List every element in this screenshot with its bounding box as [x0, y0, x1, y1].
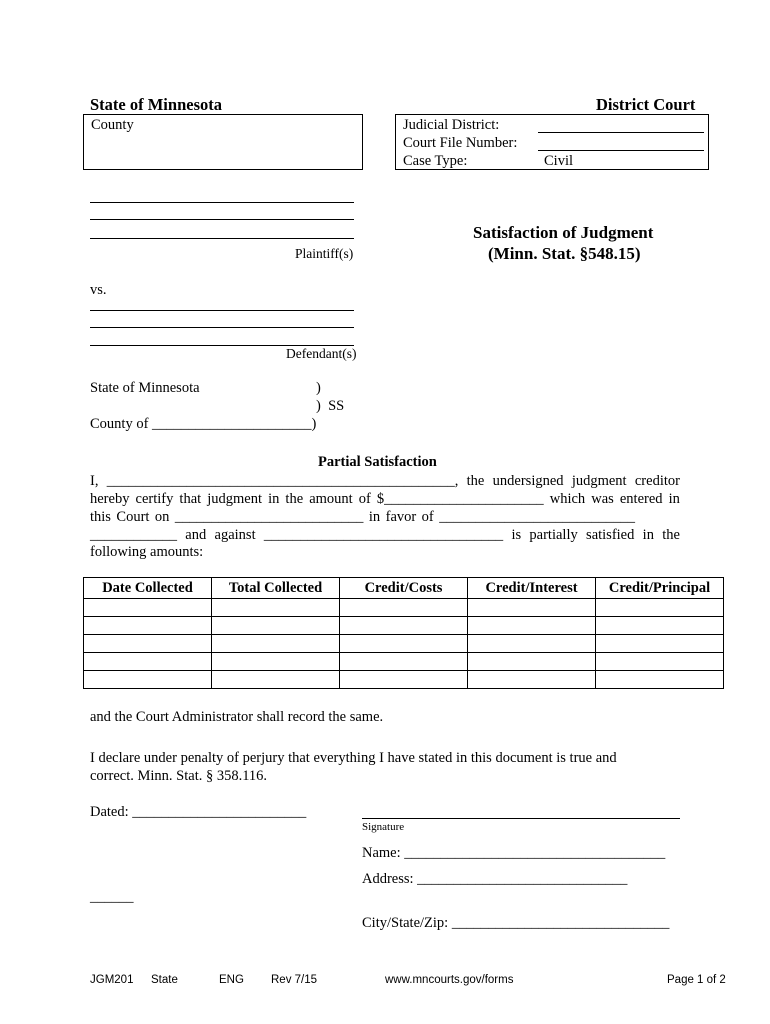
table-cell[interactable]: [340, 671, 468, 689]
word: that: [179, 491, 202, 507]
court-heading: District Court: [596, 95, 696, 114]
word: of: [358, 491, 371, 507]
table-cell[interactable]: [340, 653, 468, 671]
table-cell[interactable]: [596, 671, 724, 689]
defendant-line-2[interactable]: [90, 327, 354, 328]
name-field[interactable]: Name: ____________________________________: [362, 845, 666, 861]
address-field[interactable]: Address: _____________________________: [362, 871, 628, 887]
table-header-row: [84, 578, 724, 599]
document-statute: (Minn. Stat. §548.15): [488, 244, 641, 263]
body-line-5: following amounts:: [90, 544, 204, 560]
court-file-number-label: Court File Number:: [403, 135, 518, 151]
word: partially: [529, 527, 578, 543]
column-header-total-collected: Total Collected: [212, 578, 340, 599]
creditor-name-blank[interactable]: ________________________________________________,: [106, 473, 459, 489]
table-cell[interactable]: [84, 635, 212, 653]
table-cell[interactable]: [84, 617, 212, 635]
word: certify: [135, 491, 174, 507]
word: I,: [90, 473, 99, 489]
in-favor-of-blank[interactable]: ___________________________: [439, 509, 635, 525]
table-cell[interactable]: [212, 671, 340, 689]
table-cell[interactable]: [340, 635, 468, 653]
body-line-1: [90, 472, 680, 490]
table-cell[interactable]: [212, 599, 340, 617]
plaintiff-label: Plaintiff(s): [295, 246, 354, 261]
table-row: [84, 635, 724, 653]
declaration-line-1: I declare under penalty of perjury that everything I have stated in this document is true and: [90, 750, 617, 766]
case-type-label: Case Type:: [403, 153, 468, 169]
word: against: [214, 527, 256, 543]
table-cell[interactable]: [596, 617, 724, 635]
signature-label: Signature: [362, 821, 405, 833]
plaintiff-line-2[interactable]: [90, 219, 354, 220]
footer-state: State: [151, 974, 178, 986]
word: amount: [309, 491, 353, 507]
table-cell[interactable]: [468, 653, 596, 671]
table-cell[interactable]: [596, 599, 724, 617]
word: and: [185, 527, 207, 543]
county-label: County: [91, 117, 134, 133]
body-line-3: [90, 508, 635, 526]
table-cell[interactable]: [340, 617, 468, 635]
table-cell[interactable]: [84, 671, 212, 689]
declaration-line-2: correct. Minn. Stat. § 358.116.: [90, 768, 268, 784]
table-cell[interactable]: [596, 653, 724, 671]
address-extra-blank[interactable]: ______: [90, 889, 134, 905]
word: in: [642, 527, 654, 543]
county-box: [83, 114, 363, 170]
footer-language: ENG: [219, 974, 244, 986]
table-cell[interactable]: [212, 653, 340, 671]
column-header-credit-principal: Credit/Principal: [596, 578, 724, 599]
word: entered: [619, 491, 663, 507]
word: creditor: [634, 473, 680, 489]
table-cell[interactable]: [340, 599, 468, 617]
word: satisfied: [586, 527, 635, 543]
vs-label: vs.: [90, 282, 107, 298]
defendant-line-1[interactable]: [90, 310, 354, 311]
entry-date-blank[interactable]: __________________________: [174, 509, 364, 525]
judicial-district-label: Judicial District:: [403, 117, 500, 133]
signature-line[interactable]: [362, 818, 680, 819]
court-file-number-field[interactable]: [538, 150, 704, 151]
table-cell[interactable]: [84, 599, 212, 617]
table-cell[interactable]: [468, 617, 596, 635]
table-cell[interactable]: [596, 635, 724, 653]
judgment-amount-blank[interactable]: $______________________: [376, 491, 544, 507]
word: this: [90, 509, 111, 525]
word: the: [285, 491, 304, 507]
state-heading: State of Minnesota: [90, 95, 222, 114]
plaintiff-line-1[interactable]: [90, 202, 354, 203]
payments-table: [83, 577, 724, 689]
word: the: [466, 473, 485, 489]
venue-ss: ) SS: [316, 398, 345, 414]
word: the: [662, 527, 680, 543]
case-type-value: Civil: [544, 153, 574, 169]
in-favor-of-blank-cont[interactable]: ____________: [90, 527, 177, 543]
column-header-date-collected: Date Collected: [84, 578, 212, 599]
table-row: [84, 653, 724, 671]
table-cell[interactable]: [212, 617, 340, 635]
section-title: Partial Satisfaction: [318, 454, 437, 470]
footer-page-number: Page 1 of 2: [667, 974, 726, 986]
dated-field[interactable]: Dated: ________________________: [90, 804, 307, 820]
word: in: [268, 491, 280, 507]
word: of: [421, 509, 434, 525]
record-statement: and the Court Administrator shall record the same.: [90, 709, 384, 725]
defendant-label: Defendant(s): [286, 346, 357, 361]
word: was: [591, 491, 614, 507]
plaintiff-line-3[interactable]: [90, 238, 354, 239]
body-line-4: [90, 526, 680, 544]
table-cell[interactable]: [468, 671, 596, 689]
word: which: [549, 491, 586, 507]
column-header-credit-interest: Credit/Interest: [468, 578, 596, 599]
table-cell[interactable]: [84, 653, 212, 671]
word: judgment: [571, 473, 627, 489]
venue-county: County of ______________________): [90, 416, 317, 432]
word: on: [154, 509, 170, 525]
column-header-credit-costs: Credit/Costs: [340, 578, 468, 599]
word: Court: [116, 509, 150, 525]
word: hereby: [90, 491, 130, 507]
table-row: [84, 671, 724, 689]
venue-paren: ): [316, 380, 321, 396]
case-info-box: [395, 114, 709, 170]
against-blank[interactable]: _________________________________: [263, 527, 504, 543]
word: is: [511, 527, 522, 543]
table-cell[interactable]: [212, 635, 340, 653]
word: in: [668, 491, 680, 507]
word: favor: [385, 509, 417, 525]
table-cell[interactable]: [468, 635, 596, 653]
footer-url[interactable]: www.mncourts.gov/forms: [385, 974, 514, 986]
table-cell[interactable]: [468, 599, 596, 617]
table-row: [84, 617, 724, 635]
word: in: [368, 509, 381, 525]
venue-state: State of Minnesota: [90, 380, 200, 396]
table-row: [84, 599, 724, 617]
city-state-zip-field[interactable]: City/State/Zip: ______________________________: [362, 915, 670, 931]
word: undersigned: [492, 473, 564, 489]
word: judgment: [207, 491, 263, 507]
footer-revision: Rev 7/15: [271, 974, 318, 986]
document-title: Satisfaction of Judgment: [473, 223, 654, 242]
judicial-district-field[interactable]: [538, 132, 704, 133]
footer-form-number: JGM201: [90, 974, 134, 986]
body-line-2: [90, 490, 680, 508]
